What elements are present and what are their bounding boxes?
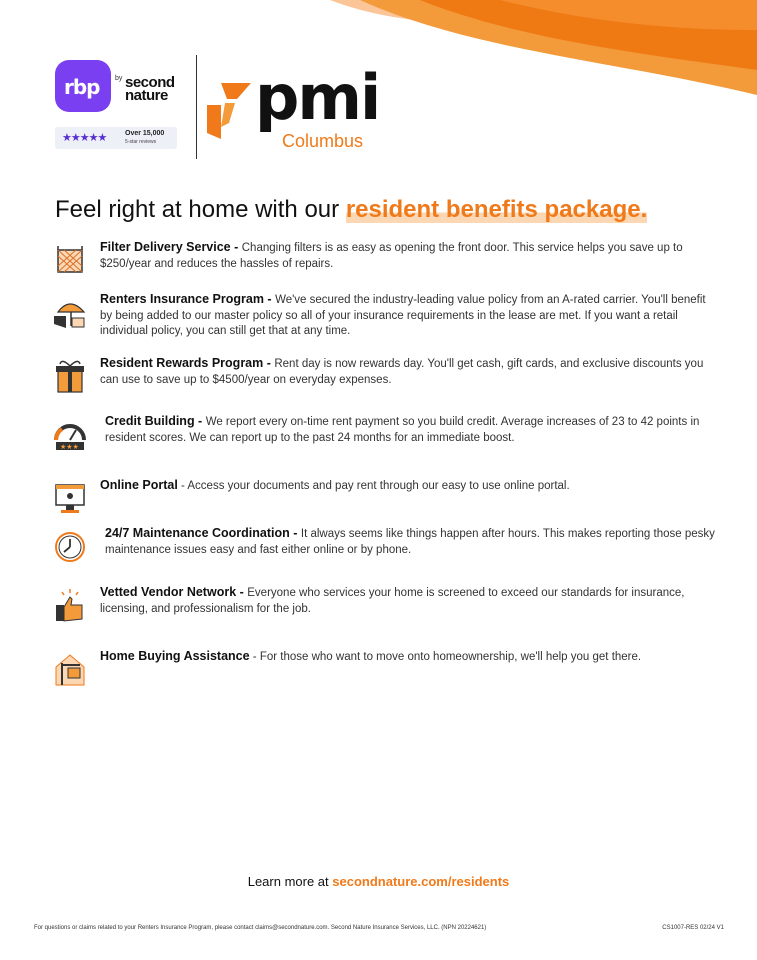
rbp-logo: rbp bbox=[55, 60, 111, 112]
benefit-description: Access your documents and pay rent through our easy to use online portal. bbox=[187, 480, 570, 492]
learn-more: Learn more at secondnature.com/residents bbox=[247, 874, 510, 889]
filter-icon bbox=[52, 242, 88, 278]
benefit-title: Vetted Vendor Network bbox=[100, 585, 237, 599]
thumbs-up-icon bbox=[52, 587, 88, 623]
second-nature-by: by bbox=[115, 75, 123, 82]
reviews-badge bbox=[55, 127, 177, 149]
umbrella-icon bbox=[52, 294, 88, 330]
benefit-title: Renters Insurance Program bbox=[100, 292, 264, 306]
benefit-description: It always seems like things happen after hours. This makes reporting those pesky maintenance issues easy and fast either online or by phone. bbox=[105, 528, 715, 556]
benefit-title: Resident Rewards Program bbox=[100, 356, 264, 370]
benefit-description: Changing filters is as easy as opening the front door. This service helps you save up to $250/year and reduces the hassles of repairs. bbox=[100, 242, 683, 270]
svg-text:★★★: ★★★ bbox=[60, 443, 79, 451]
second-nature-logo: second nature bbox=[125, 74, 175, 104]
pmi-city: Columbus bbox=[282, 131, 364, 151]
benefit-description: For those who want to move onto homeownership, we'll help you get there. bbox=[259, 651, 642, 663]
benefit-title: Online Portal bbox=[100, 478, 178, 492]
gift-icon bbox=[52, 358, 88, 394]
star-rating-icon: ★★★★★ bbox=[62, 132, 107, 144]
benefit-description: Everyone who services your home is screened to exceed our standards for insurance, licensing, and professionalism for the job. bbox=[100, 587, 685, 615]
benefit-title: 24/7 Maintenance Coordination bbox=[105, 526, 290, 540]
benefit-title: Home Buying Assistance bbox=[100, 649, 250, 663]
pmi-logo: pmi bbox=[255, 61, 380, 134]
benefit-description: Rent day is now rewards day. You'll get cash, gift cards, and exclusive discounts you can use to save up to $4500/year on everyday expenses. bbox=[100, 358, 704, 386]
gauge-icon bbox=[52, 416, 88, 452]
clock-icon bbox=[52, 528, 88, 564]
footer-disclaimer: For questions or claims related to your Renters Insurance Program, please contact claims@secondnature.com. Second Nature Insurance Services, LLC. (NPN 20224621) bbox=[34, 925, 487, 931]
logo-divider bbox=[196, 55, 197, 159]
pmi-logo-mark-icon bbox=[207, 83, 251, 139]
learn-more-link[interactable]: secondnature.com/residents bbox=[332, 874, 510, 889]
house-sign-icon bbox=[52, 651, 88, 687]
logo-header bbox=[55, 55, 455, 165]
page-headline: Feel right at home with our resident benefits package. bbox=[55, 196, 648, 223]
reviews-label: 5-star reviews bbox=[125, 139, 157, 145]
monitor-icon bbox=[52, 480, 88, 516]
headline-highlight: resident benefits package. bbox=[345, 196, 648, 223]
document-code: CS1007-RES 02/24 V1 bbox=[662, 925, 724, 931]
benefit-description: We've secured the industry-leading value policy from an A-rated carrier. You'll benefit by being added to our master policy so all of your insurance requirements in the lease are met. If you want a retail individual policy, you can still get that at any time. bbox=[100, 294, 706, 337]
benefit-title: Filter Delivery Service bbox=[100, 240, 231, 254]
benefit-title: Credit Building bbox=[105, 414, 195, 428]
reviews-count: Over 15,000 bbox=[125, 130, 165, 137]
benefit-description: We report every on-time rent payment so you build credit. Average increases of 23 to 42 points in resident scores. We can report up to the past 24 months for an immediate boost. bbox=[105, 416, 700, 444]
